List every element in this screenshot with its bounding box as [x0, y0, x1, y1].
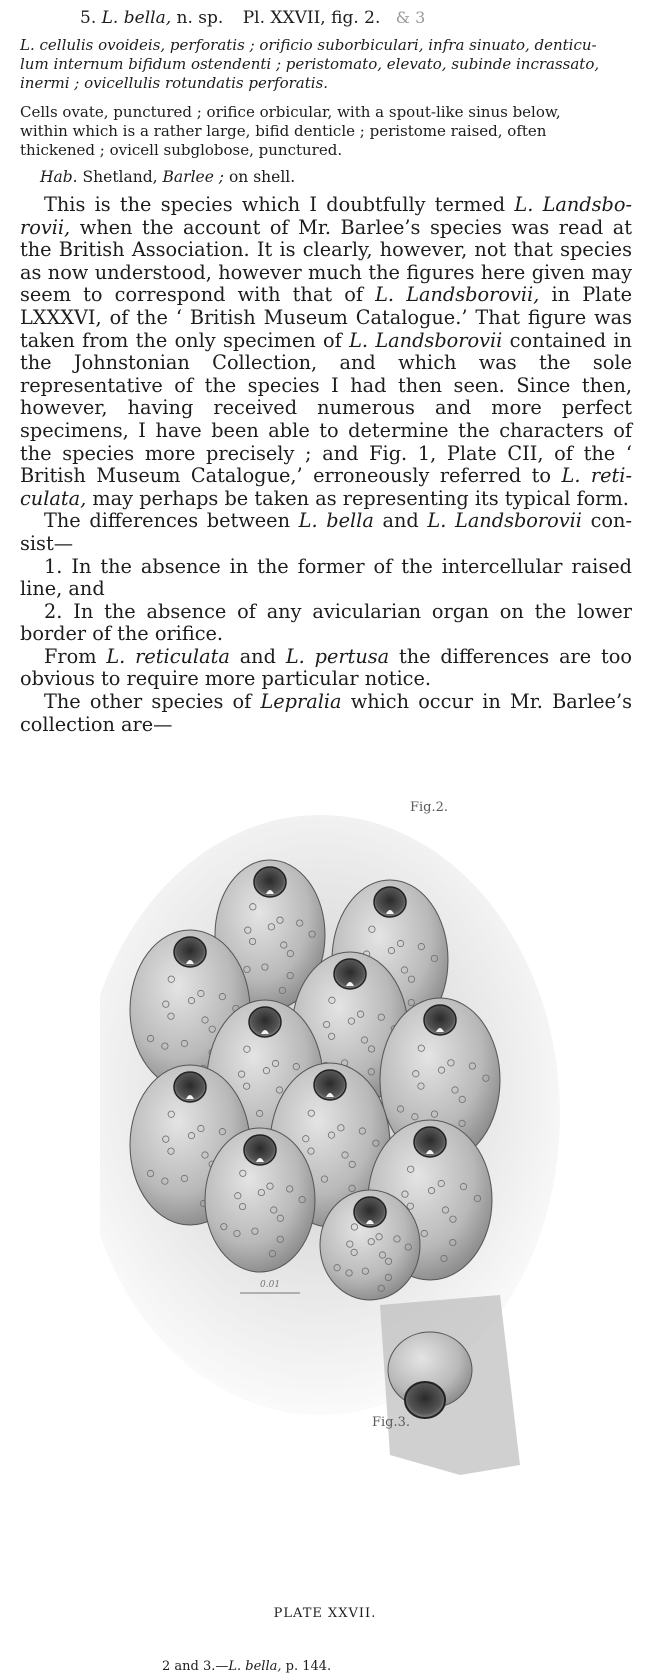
body-text: [20, 194, 632, 736]
fig3-label: Fig.3.: [372, 1415, 411, 1430]
english-line-2: within which is a rather large, bifid denticle ; peristome raised, often: [20, 122, 547, 140]
species-name: bella,: [123, 8, 172, 28]
fig2-label: Fig.2.: [410, 800, 449, 815]
habitat-locality: Shetland,: [82, 168, 158, 186]
plate-illustration: [100, 800, 560, 1575]
species-status: n. sp.: [176, 8, 224, 28]
latin-diagnosis: [20, 36, 632, 93]
pencil-annotation: & 3: [395, 8, 426, 27]
paragraph-1: This is the species which I doubtfully termed L. Landsbo- rovii, when the account of Mr. Barlee’s species was read at the British Association. It is clearly, however, not that species as now understood, however much the figures here given may seem to correspond with that of L. Landsborovii, in Plate LXXXVI, of the ‘ British Museum Catalogue.’ That figure was taken from the only specimen of L. Landsborovii contained in the Johnstonian Collection, and which was the sole representative of the species I had then seen. Since then, however, having received numerous and more perfect specimens, I have been able to determine the characters of the species more precisely ; and Fig. 1, Plate CII, of the ‘ British Museum Catalogue,’ erroneously referred to L. reti- culata, may perhaps be taken as representing its typical form.: [20, 193, 632, 510]
paragraph-3: 1. In the absence in the former of the intercellular raised line, and: [20, 554, 632, 601]
plate-caption: 2 and 3.—L. bella, p. 144.: [162, 1659, 332, 1674]
paragraph-2: The differences between L. bella and L. Landsborovii con-sist—: [20, 509, 632, 555]
habitat-substrate: on shell.: [228, 168, 296, 186]
fig3-orifice: [405, 1382, 445, 1418]
species-genus: L.: [101, 8, 119, 28]
paragraph-6: The other species of Lepralia which occur in Mr. Barlee’s collection are—: [20, 690, 632, 736]
bryozoan-colony-drawing: [100, 815, 560, 1575]
scale-label: 0.01: [260, 1280, 281, 1290]
fig3-specimen: [380, 1295, 520, 1475]
paragraph-4: 2. In the absence of any avicularian organ on the lower border of the orifice.: [20, 599, 632, 646]
latin-line-1: L. cellulis ovoideis, perforatis ; orificio suborbiculari, infra sinuato, denticu-: [20, 36, 597, 54]
species-heading: [80, 8, 425, 28]
english-diagnosis: [20, 103, 632, 160]
habitat-line: [40, 168, 295, 186]
habitat-label: Hab.: [40, 168, 78, 186]
species-number: 5.: [80, 8, 97, 28]
plate-reference: Pl. XXVII, fig. 2.: [242, 8, 381, 28]
paragraph-5: From L. reticulata and L. pertusa the differences are too obvious to require more particular notice.: [20, 644, 633, 691]
latin-line-3: inermi ; ovicellulis rotundatis perforatis.: [20, 74, 329, 92]
english-line-3: thickened ; ovicell subglobose, punctured.: [20, 141, 343, 159]
latin-line-2: lum internum bifidum ostendenti ; peristomato, elevato, subinde incrassato,: [20, 55, 600, 73]
habitat-collector: Barlee ;: [162, 168, 225, 186]
english-line-1: Cells ovate, punctured ; orifice orbicular, with a spout-like sinus below,: [20, 103, 561, 121]
plate-title: PLATE XXVII.: [273, 1606, 377, 1621]
